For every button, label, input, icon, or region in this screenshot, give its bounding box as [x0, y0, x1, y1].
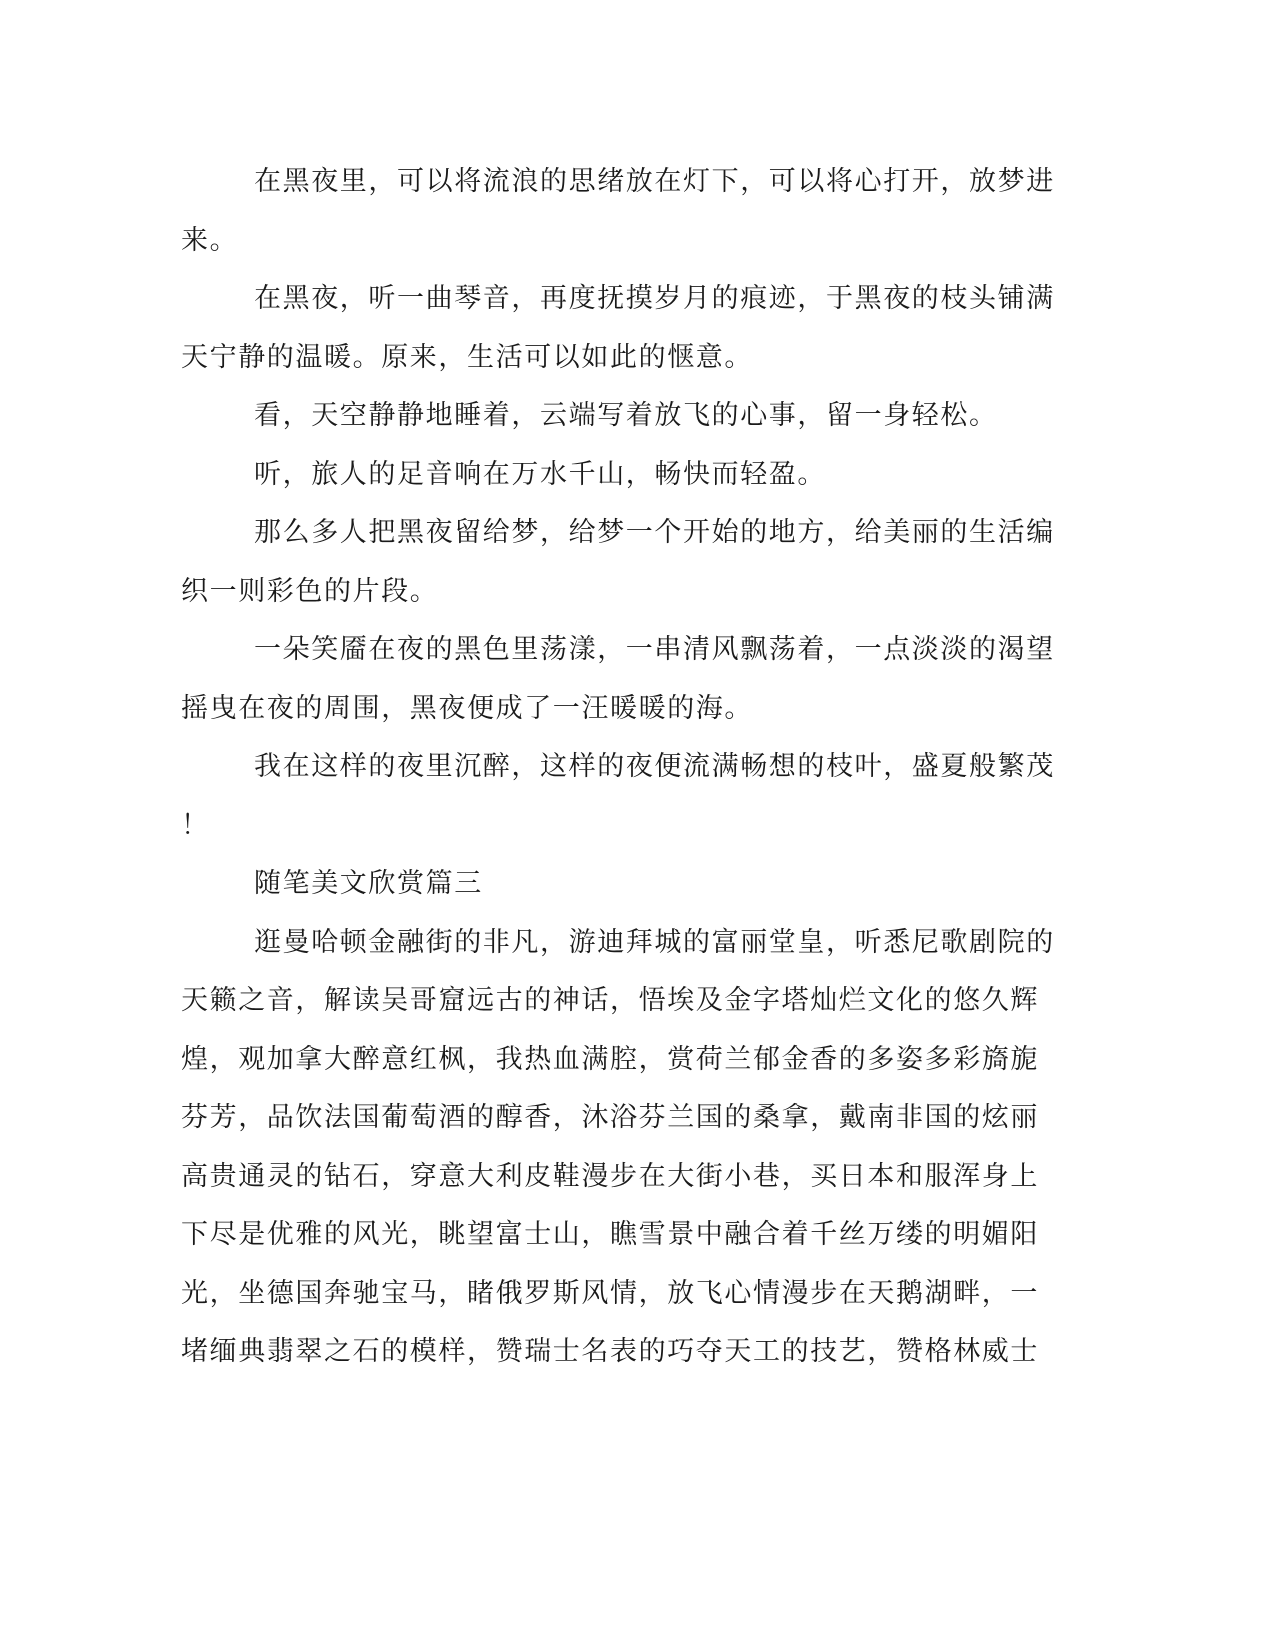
paragraph-line: 煌，观加拿大醉意红枫，我热血满腔，赏荷兰郁金香的多姿多彩旖旎	[181, 1044, 1039, 1075]
paragraph-line: 逛曼哈顿金融街的非凡，游迪拜城的富丽堂皇，听悉尼歌剧院的	[254, 927, 1055, 958]
paragraph-line: 天籁之音，解读吴哥窟远古的神话，悟埃及金字塔灿烂文化的悠久辉	[181, 985, 1039, 1016]
paragraph-line: 在黑夜，听一曲琴音，再度抚摸岁月的痕迹，于黑夜的枝头铺满	[254, 283, 1055, 314]
paragraph-line: 听，旅人的足音响在万水千山，畅快而轻盈。	[254, 459, 826, 490]
paragraph-line: 光，坐德国奔驰宝马，睹俄罗斯风情，放飞心情漫步在天鹅湖畔，一	[181, 1278, 1039, 1309]
paragraph-line: 一朵笑靥在夜的黑色里荡漾，一串清风飘荡着，一点淡淡的渴望	[254, 634, 1055, 665]
paragraph-line: 我在这样的夜里沉醉，这样的夜便流满畅想的枝叶，盛夏般繁茂	[254, 751, 1055, 782]
paragraph-line: 堵缅典翡翠之石的模样，赞瑞士名表的巧夺天工的技艺，赞格林威士	[181, 1336, 1039, 1367]
paragraph-line: 下尽是优雅的风光，眺望富士山，瞧雪景中融合着千丝万缕的明媚阳	[181, 1219, 1039, 1250]
paragraph-line: 摇曳在夜的周围，黑夜便成了一汪暖暖的海。	[181, 693, 753, 724]
paragraph-line: 芬芳，品饮法国葡萄酒的醇香，沐浴芬兰国的桑拿，戴南非国的炫丽	[181, 1102, 1039, 1133]
paragraph-line: 那么多人把黑夜留给梦，给梦一个开始的地方，给美丽的生活编	[254, 517, 1055, 548]
paragraph-line: 在黑夜里，可以将流浪的思绪放在灯下，可以将心打开，放梦进	[254, 166, 1055, 197]
paragraph-line: 来。	[181, 225, 239, 256]
paragraph-line: 看，天空静静地睡着，云端写着放飞的心事，留一身轻松。	[254, 400, 998, 431]
section-heading: 随笔美文欣赏篇三	[254, 868, 483, 899]
paragraph-line: 织一则彩色的片段。	[181, 576, 439, 607]
paragraph-line: 高贵通灵的钻石，穿意大利皮鞋漫步在大街小巷，买日本和服浑身上	[181, 1161, 1039, 1192]
paragraph-line: 天宁静的温暖。原来，生活可以如此的惬意。	[181, 342, 753, 373]
paragraph-line: ！	[181, 810, 210, 841]
